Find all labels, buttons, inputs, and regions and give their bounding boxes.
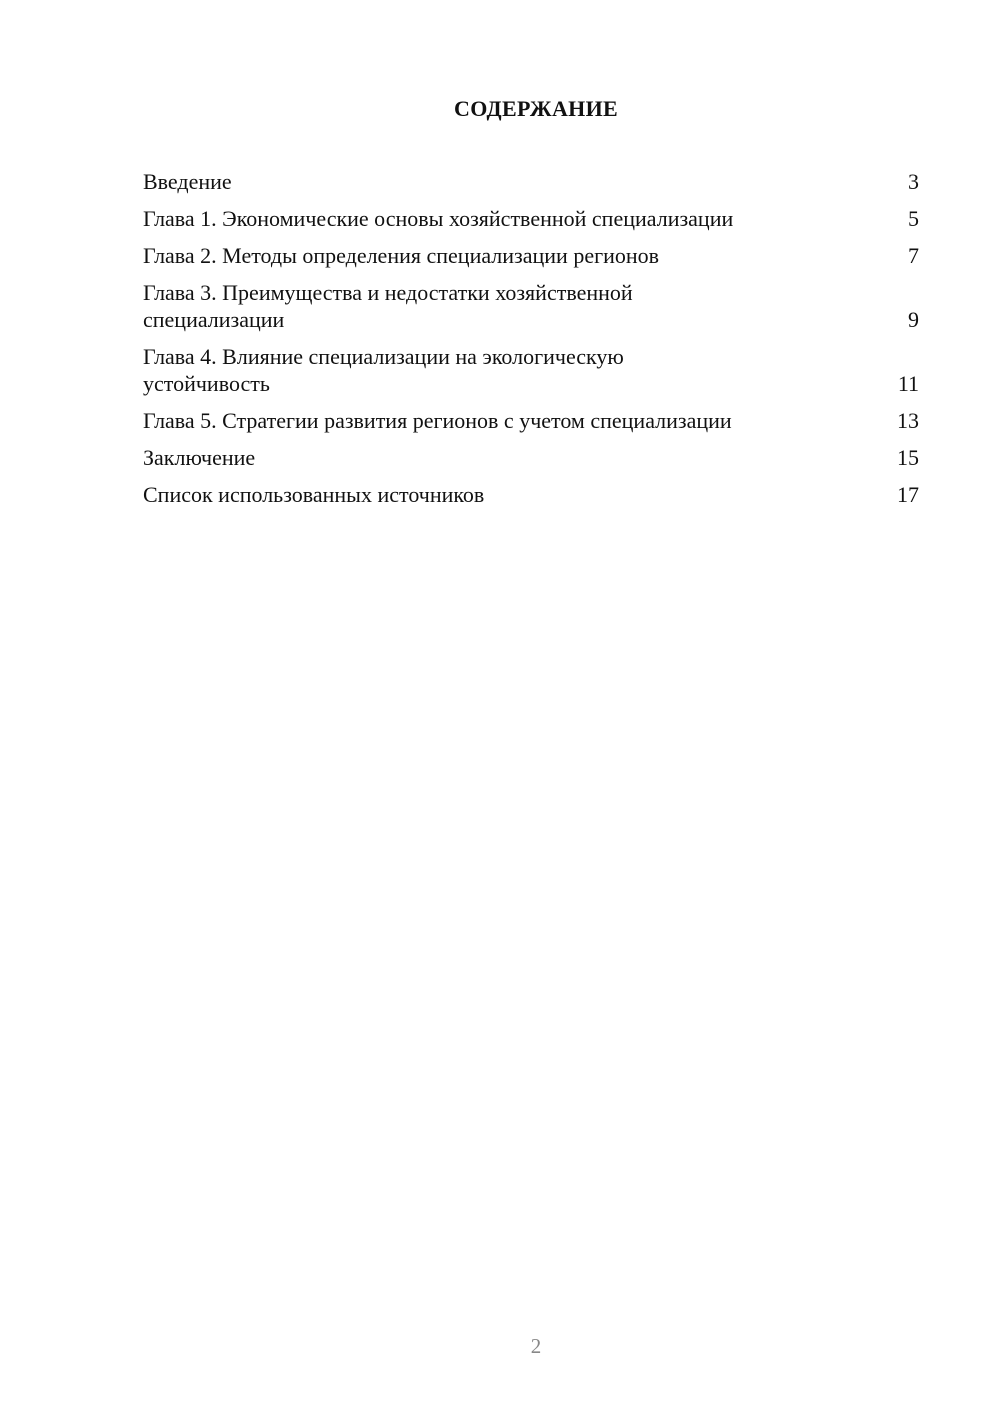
toc-entry-title [143,444,255,471]
toc-entry [143,168,919,195]
page-title: СОДЕРЖАНИЕ [454,96,618,121]
toc-entry-title [143,481,484,508]
toc-entry-title [143,205,733,232]
toc-entry [143,205,919,232]
toc-entry-page: 17 [897,482,919,507]
toc-entry-title-line: Глава 2. Методы определения специализации регионов [143,243,660,268]
toc-entry-title [143,168,232,195]
toc-entry-page: 3 [908,169,919,194]
toc-entry-page: 13 [897,408,919,433]
toc-entry-title-line: Список использованных источников [143,482,485,507]
toc-entry-page: 7 [908,243,919,268]
toc-entry-title-line: Глава 5. Стратегии развития регионов с учетом специализации [143,408,732,433]
toc-entry [143,343,919,397]
toc-entry [143,407,919,434]
toc-entry-title [143,242,659,269]
toc-entry [143,242,919,269]
toc-entry-title-line: Заключение [143,445,256,470]
toc-entry-title [143,343,624,397]
toc-entry-title-line: специализации [143,307,285,332]
toc-entry-title [143,407,732,434]
toc-entry-title-line: Глава 1. Экономические основы хозяйственной специализации [143,206,734,231]
toc-entry-page: 11 [897,371,919,396]
toc-entry-page: 15 [897,445,919,470]
toc-entry-title-line: Глава 4. Влияние специализации на экологическую [143,344,624,369]
toc-entry-title [143,279,633,333]
page-number: 2 [530,1334,542,1358]
toc-entry-page: 5 [908,206,919,231]
toc-entry [143,444,919,471]
toc-entry [143,481,919,508]
toc-entry [143,279,919,333]
toc-entry-title-line: Глава 3. Преимущества и недостатки хозяйственной [143,280,633,305]
table-of-contents [143,168,919,518]
toc-entry-title-line: Введение [143,169,232,194]
toc-entry-title-line: устойчивость [143,371,270,396]
toc-entry-page: 9 [908,307,919,332]
